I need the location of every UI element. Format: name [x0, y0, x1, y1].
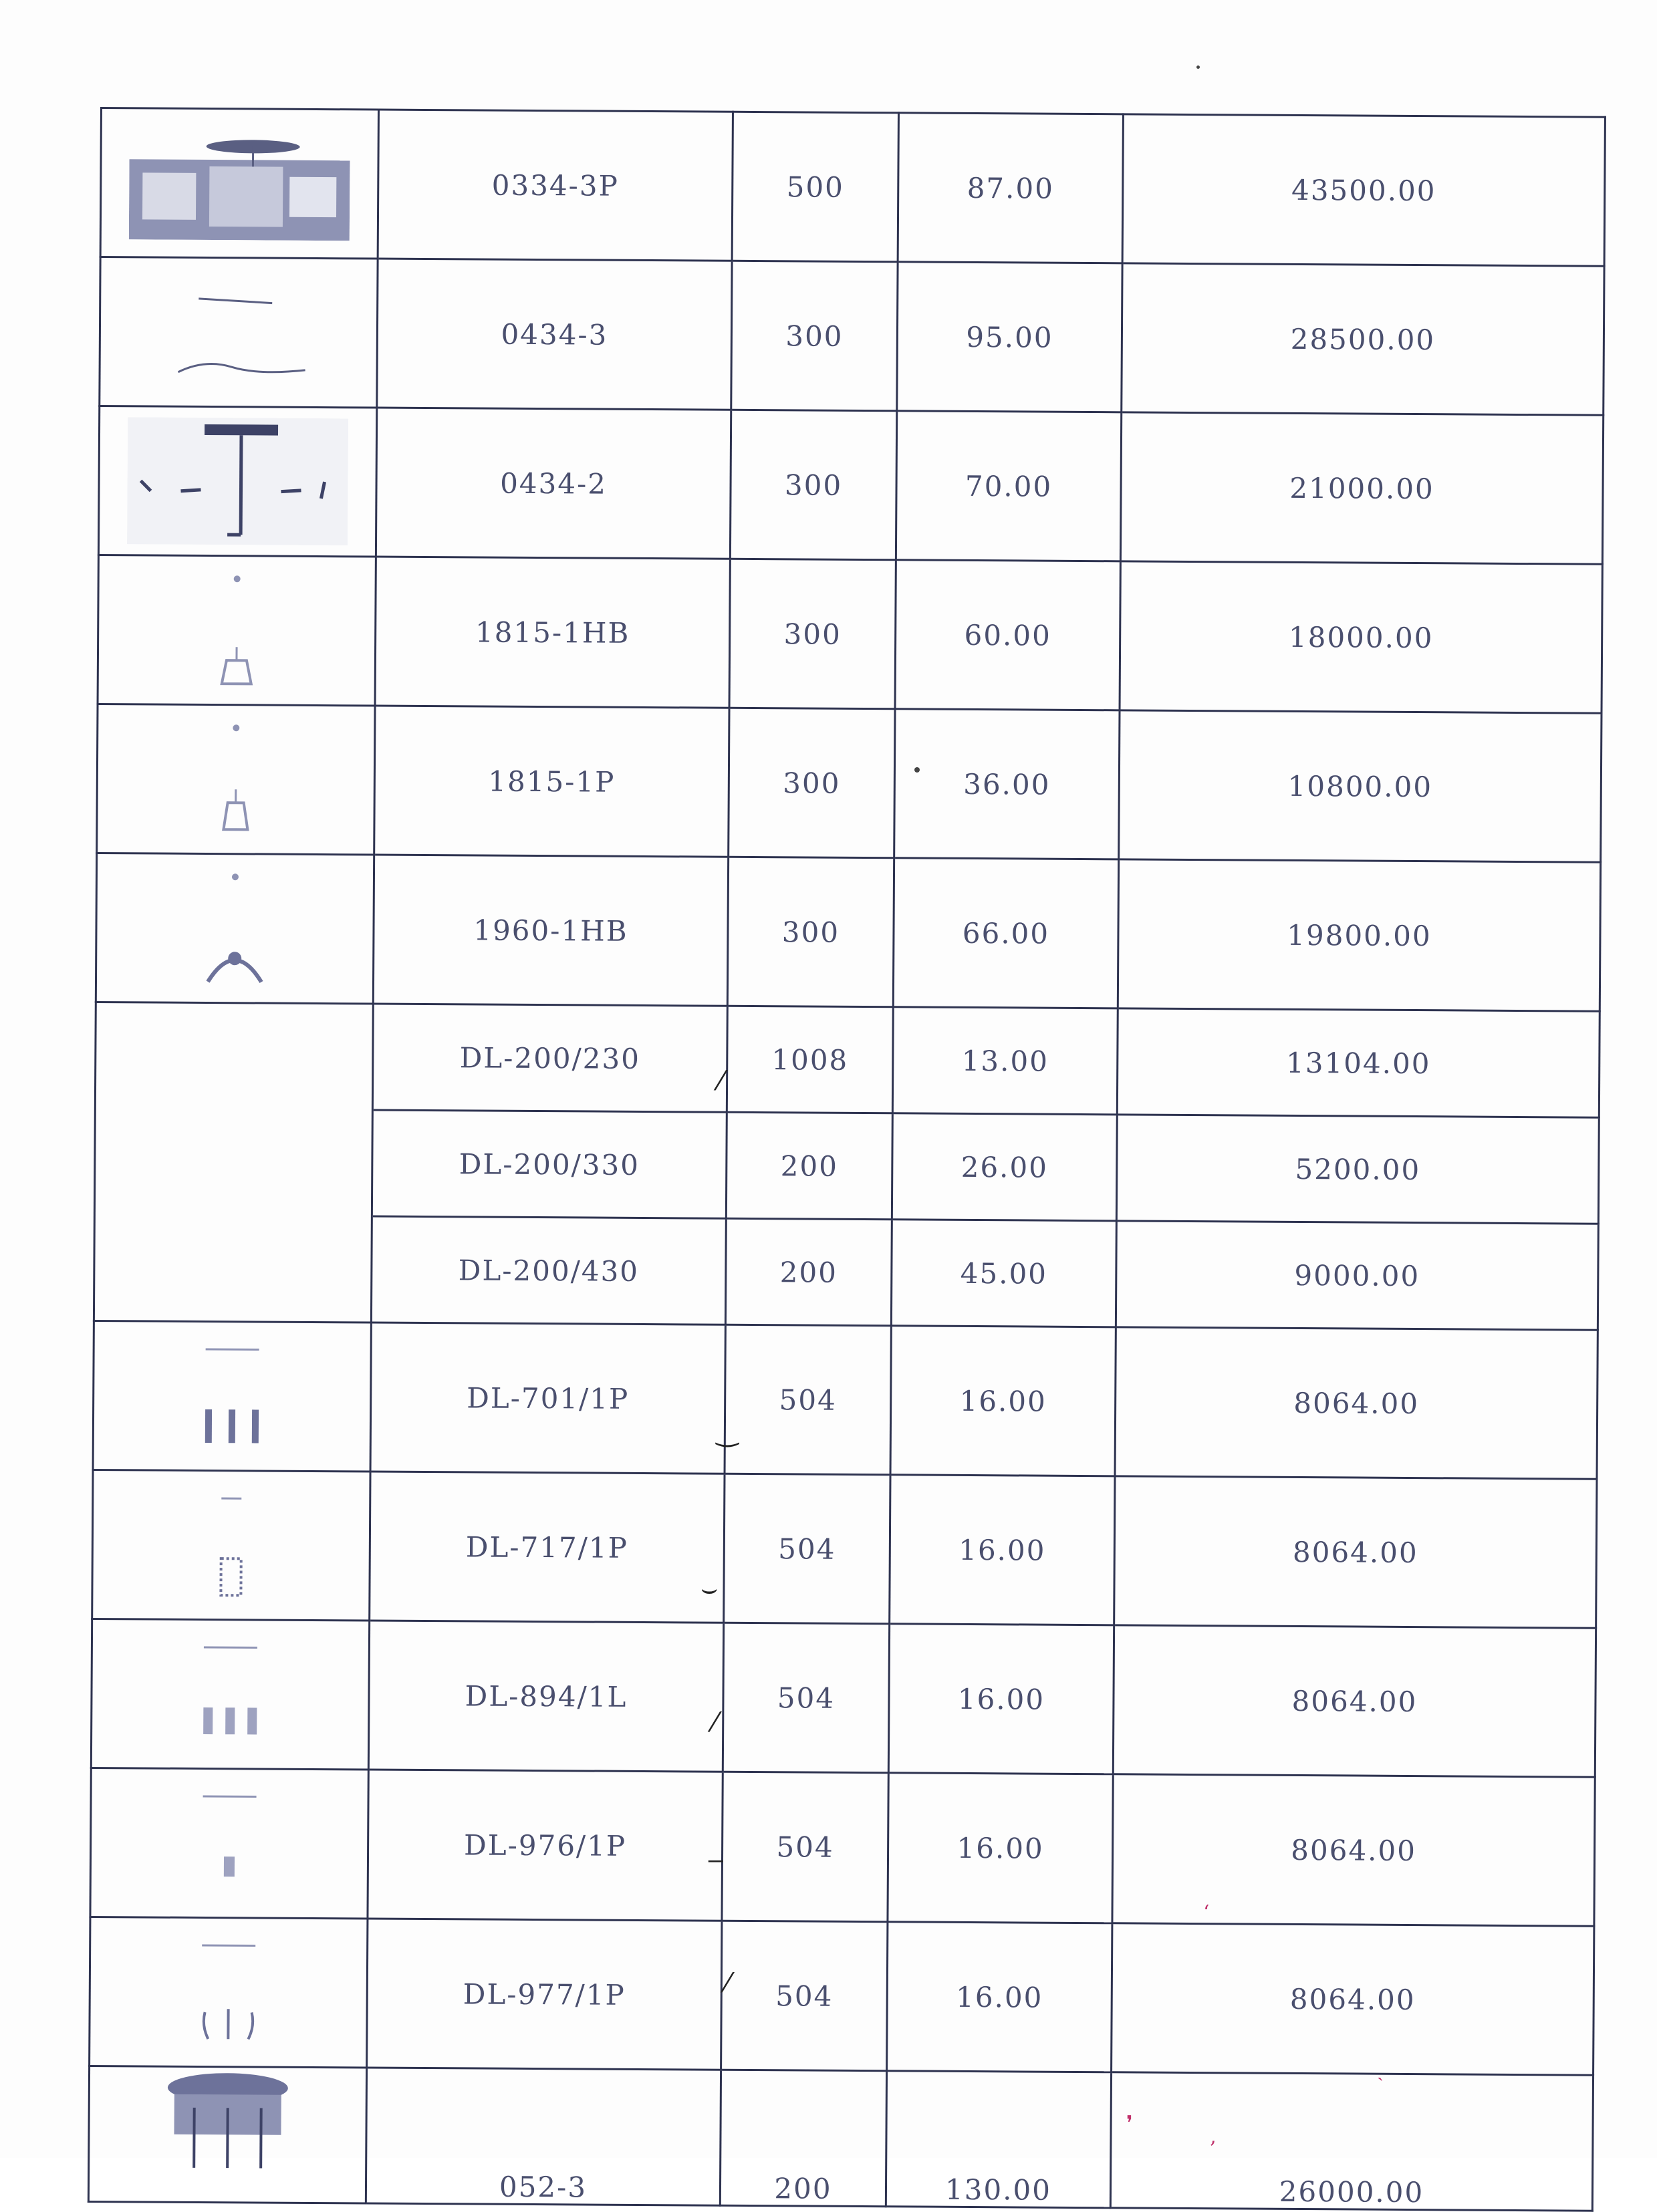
table-row: [95, 1002, 1600, 1117]
model-cell: DL-200/230: [372, 1004, 727, 1112]
total-cell: 28500.00: [1122, 263, 1604, 415]
total-cell: 10800.00: [1119, 710, 1602, 862]
model-cell: 0334-3P: [378, 110, 733, 261]
table-row: [91, 1619, 1596, 1777]
model-cell: 1815-1P: [374, 706, 729, 857]
model-cell: DL-200/430: [371, 1216, 726, 1325]
price-cell: 16.00: [888, 1624, 1114, 1774]
model-cell: 052-3: [366, 2068, 721, 2205]
qty-cell: 504: [725, 1325, 891, 1475]
qty-cell: 504: [724, 1474, 890, 1624]
price-cell: 45.00: [891, 1220, 1116, 1327]
total-cell: 9000.00: [1116, 1221, 1598, 1330]
qty-cell: 300: [729, 708, 895, 858]
check-mark-icon: ‿: [717, 1417, 738, 1447]
qty-cell: 200: [726, 1112, 892, 1220]
table-row: [100, 257, 1604, 416]
total-cell: 13104.00: [1117, 1008, 1600, 1117]
product-image-cell: [92, 1470, 370, 1621]
order-table: [88, 107, 1606, 2212]
check-mark-icon: ⁄: [713, 1707, 717, 1738]
scan-speck: [1196, 65, 1200, 69]
price-cell: 66.00: [893, 858, 1118, 1008]
model-cell: DL-894/1L: [368, 1621, 723, 1772]
model-cell: DL-977/1P: [367, 1919, 722, 2070]
product-image-cell: [90, 1768, 368, 1919]
product-image-cell: [94, 1108, 372, 1216]
pendant-triple-icon: [181, 1932, 275, 2053]
price-cell: 36.00: [894, 709, 1120, 859]
price-cell: 130.00: [886, 2071, 1111, 2208]
check-mark-icon: ⁄: [719, 1066, 723, 1097]
total-cell: 26000.00: [1110, 2072, 1593, 2211]
product-image-cell: [95, 1002, 373, 1110]
product-image-cell: [100, 108, 378, 259]
qty-cell: 504: [722, 1772, 888, 1922]
price-cell: 70.00: [896, 411, 1121, 561]
stamp-mark: ‚: [1210, 2125, 1217, 2149]
model-cell: DL-717/1P: [370, 1472, 725, 1623]
product-image-cell: [98, 406, 376, 557]
product-image-cell: [88, 2066, 366, 2203]
lamp-icon: [195, 716, 276, 843]
model-cell: DL-200/330: [372, 1110, 727, 1218]
price-cell: 60.00: [895, 560, 1120, 710]
table-row: [94, 1108, 1599, 1224]
total-cell: 21000.00: [1120, 412, 1603, 564]
total-cell: 43500.00: [1122, 114, 1605, 266]
table-row: [94, 1214, 1598, 1330]
product-image-cell: [93, 1321, 371, 1472]
pendant-triple-icon: [185, 1336, 279, 1457]
pendant-set-icon: [127, 417, 348, 545]
table-row: [88, 2066, 1593, 2211]
qty-cell: 300: [727, 857, 894, 1007]
pendant-triple-icon: [183, 1634, 277, 1755]
table-row: [93, 1321, 1598, 1479]
total-cell: 19800.00: [1118, 859, 1600, 1011]
total-cell: 8064.00: [1112, 1774, 1595, 1926]
pendant-single-icon: [182, 1783, 277, 1904]
pendant-line-icon: [151, 278, 326, 386]
table-row: [96, 853, 1600, 1011]
qty-cell: 300: [731, 261, 898, 411]
product-image-cell: [98, 555, 376, 706]
total-cell: 8064.00: [1112, 1923, 1594, 2075]
price-cell: 16.00: [890, 1475, 1115, 1625]
model-cell: 1960-1HB: [373, 855, 728, 1006]
table-row: [97, 704, 1602, 862]
total-cell: 8064.00: [1113, 1625, 1596, 1777]
stamp-mark: ˏ: [1377, 2058, 1384, 2082]
product-image-cell: [90, 1917, 368, 2068]
chandelier-photo-icon: [160, 2068, 295, 2169]
product-image-cell: [94, 1214, 372, 1323]
price-cell: 95.00: [897, 262, 1122, 412]
table-row: [92, 1470, 1597, 1628]
qty-cell: 1008: [727, 1006, 893, 1113]
price-cell: 13.00: [892, 1007, 1118, 1115]
model-cell: DL-701/1P: [370, 1323, 725, 1474]
product-image-cell: [96, 853, 374, 1004]
qty-cell: 504: [721, 1921, 888, 2071]
qty-cell: 200: [720, 2070, 886, 2207]
price-cell: 87.00: [898, 113, 1123, 263]
chandelier-photo-icon: [129, 126, 350, 241]
lamp-cluster-icon: [188, 865, 282, 992]
price-cell: 16.00: [887, 1922, 1112, 2072]
table-row: [100, 108, 1605, 267]
total-cell: 18000.00: [1120, 561, 1602, 713]
check-mark-icon: ⁄: [725, 1968, 730, 1999]
product-image-cell: [100, 257, 378, 408]
table-row: [90, 1917, 1594, 2075]
qty-cell: 200: [725, 1218, 892, 1326]
stamp-mark: ❜: [1126, 2112, 1133, 2135]
qty-cell: 500: [732, 112, 898, 262]
price-cell: 16.00: [890, 1326, 1116, 1476]
table-row: [98, 406, 1603, 565]
total-cell: 8064.00: [1114, 1476, 1597, 1628]
lamp-icon: [197, 567, 277, 694]
qty-cell: 504: [723, 1623, 889, 1773]
price-cell: 26.00: [892, 1113, 1117, 1221]
scan-speck: [914, 767, 920, 773]
table-row: [90, 1768, 1595, 1926]
check-mark-icon: ‒: [707, 1844, 724, 1875]
table-row: [98, 555, 1602, 713]
check-mark-icon: ⌣: [700, 1574, 718, 1605]
pendant-single-icon: [184, 1485, 278, 1606]
qty-cell: 300: [729, 559, 896, 709]
model-cell: 0434-2: [376, 408, 731, 559]
product-image-cell: [91, 1619, 369, 1770]
qty-cell: 300: [730, 410, 896, 560]
model-cell: 0434-3: [377, 259, 732, 410]
total-cell: 8064.00: [1115, 1327, 1598, 1479]
total-cell: 5200.00: [1116, 1115, 1599, 1224]
product-image-cell: [97, 704, 375, 855]
price-cell: 16.00: [888, 1773, 1113, 1923]
model-cell: DL-976/1P: [368, 1770, 723, 1921]
model-cell: 1815-1HB: [375, 557, 730, 708]
stamp-mark: ‘: [1203, 1901, 1210, 1925]
